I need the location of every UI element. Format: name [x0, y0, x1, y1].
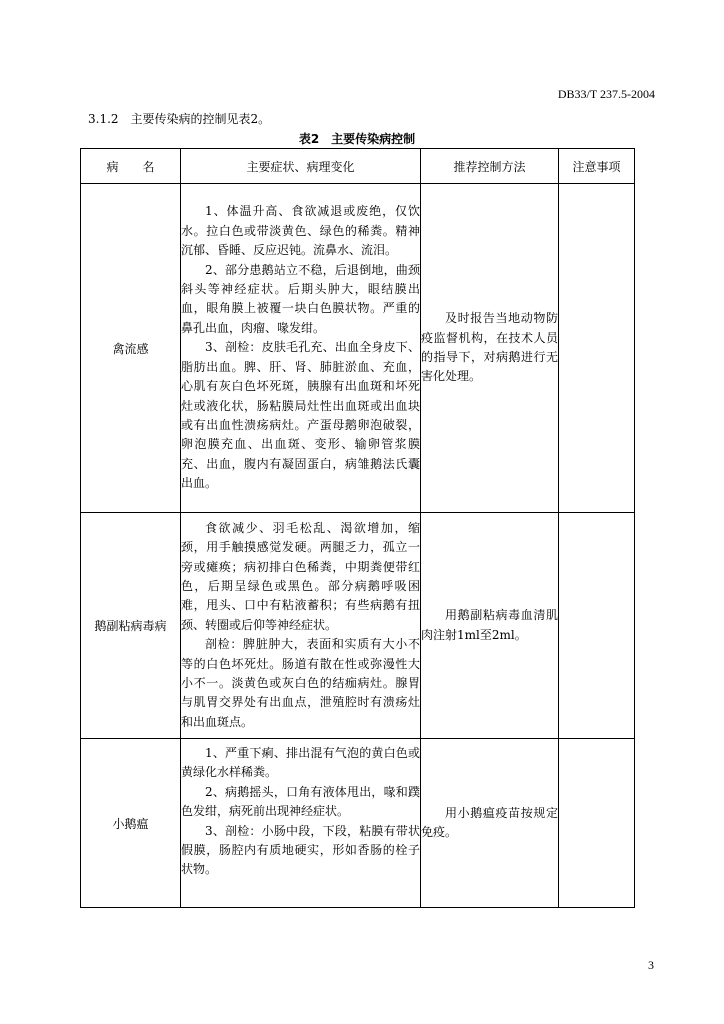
control-method-text: 及时报告当地动物防疫监督机构，在技术人员的指导下，对病鹅进行无害化处理。: [421, 311, 558, 384]
disease-name: 禽流感: [81, 184, 181, 513]
symptom-paragraph: 3、剖检：皮肤毛孔充、出血全身皮下、脂肪出血。脾、肝、肾、肺脏淤血、充血，心肌有灰白色坏死斑，胰腺有出血斑和坏死灶或液化状，肠粘膜局灶性出血斑或出血块或有出血性溃疡病灶。产蛋母鹅卵泡破裂，卵泡膜充血、出血斑、变形、输卵管浆膜充、出血，腹内有凝固蛋白，病雏鹅法氏囊出血。: [181, 340, 420, 491]
control-method-text: 用鹅副粘病毒血清肌肉注射1ml至2ml。: [421, 608, 558, 642]
control-method-cell: [421, 739, 559, 908]
symptom-paragraph: 2、病鹅摇头，口角有液体甩出，喙和蹼色发绀，病死前出现神经症状。: [181, 784, 420, 819]
table-row: [81, 739, 635, 908]
symptom-paragraph: 1、体温升高、食欲减退或废绝，仅饮水。拉白色或带淡黄色、绿色的稀粪。精神沉郁、昏睡、反应迟钝。流鼻水、流泪。: [181, 204, 420, 258]
table-row: [81, 513, 635, 739]
column-header-symptoms: 主要症状、病理变化: [181, 149, 421, 184]
disease-name: 小鹅瘟: [81, 739, 181, 908]
symptom-paragraph: 剖检：脾脏肿大，表面和实质有大小不等的白色坏死灶。肠道有散在性或弥漫性大小不一。淡黄色或灰白色的结痂病灶。腺胃与肌胃交界处有出血点，泄殖腔时有溃疡灶和出血斑点。: [181, 637, 420, 729]
page-number: 3: [648, 958, 654, 972]
table-row: [81, 184, 635, 513]
column-header-control-method: 推荐控制方法: [421, 149, 559, 184]
symptoms-cell: [181, 513, 421, 739]
symptom-paragraph: 3、剖检：小肠中段，下段，粘膜有带状假膜，肠腔内有质地硬实，形如香肠的栓子状物。: [181, 823, 420, 877]
section-heading: 3.1.2 主要传染病的控制见表2。: [88, 112, 271, 126]
symptoms-cell: [181, 184, 421, 513]
symptom-paragraph: 2、部分患鹅站立不稳，后退倒地，曲颈斜头等神经症状。后期头肿大，眼结膜出血，眼角膜上被覆一块白色膜状物。严重的鼻孔出血，肉瘤、喙发绀。: [181, 262, 420, 335]
symptom-paragraph: 1、严重下痢、排出混有气泡的黄白色或黄绿化水样稀粪。: [181, 746, 420, 780]
symptoms-cell: [181, 739, 421, 908]
control-method-cell: [421, 184, 559, 513]
notes-cell: [559, 739, 635, 908]
document-code: DB33/T 237.5-2004: [557, 87, 655, 101]
notes-cell: [559, 184, 635, 513]
notes-cell: [559, 513, 635, 739]
control-method-cell: [421, 513, 559, 739]
disease-name: 鹅副粘病毒病: [81, 513, 181, 739]
column-header-disease-name: 病 名: [81, 149, 181, 184]
symptom-paragraph: 食欲减少、羽毛松乱、渴欲增加，缩颈，用手触摸感觉发硬。两腿乏力，孤立一旁或瘫痪；病初排白色稀粪，中期粪便带红色，后期呈绿色或黑色。部分病鹅呼吸困难，甩头、口中有粘液蓄积；有些病鹅有扭颈、转圈或后仰等神经症状。: [181, 520, 420, 632]
table-title: 表2 主要传染病控制: [298, 132, 416, 146]
table-header-row: [81, 149, 635, 184]
column-header-notes: 注意事项: [559, 149, 635, 184]
disease-control-table: [80, 148, 635, 908]
control-method-text: 用小鹅瘟疫苗按规定免疫。: [421, 805, 558, 839]
